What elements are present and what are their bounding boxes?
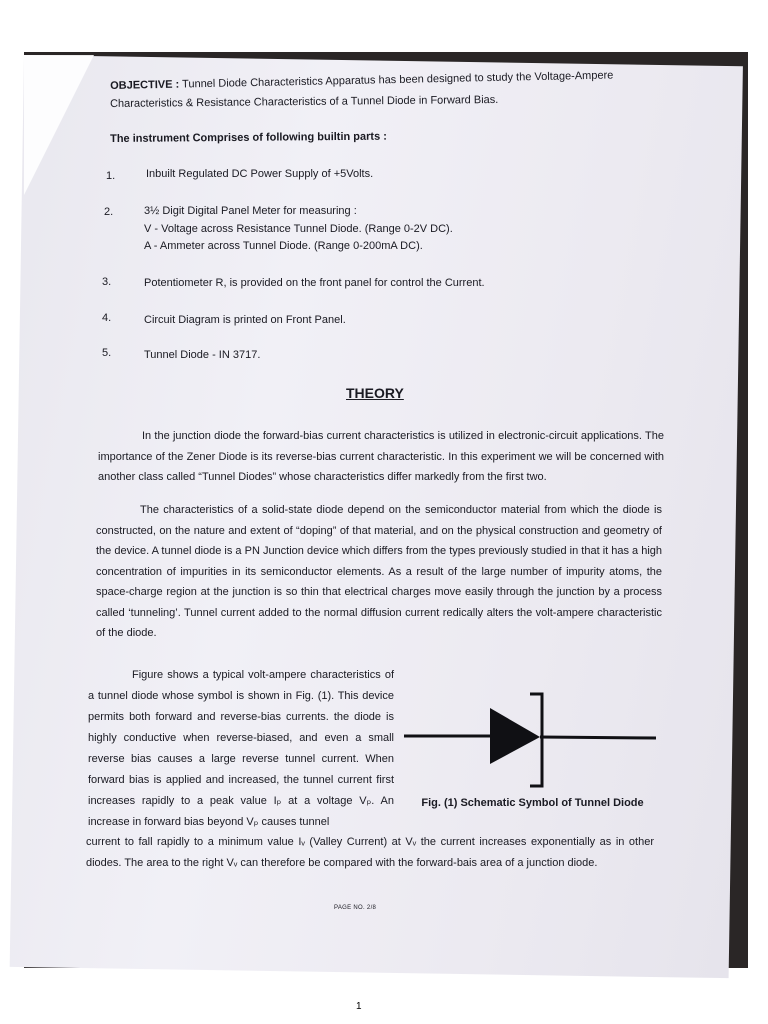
theory-paragraph-3-continued: current to fall rapidly to a minimum value Iᵥ (Valley Current) at Vᵥ the current increases exponentially as in other diodes. The area to the right Vᵥ can therefore be compared with the forward-bais area of a junction diode.	[86, 836, 654, 869]
part-2-line-3: A - Ammeter across Tunnel Diode. (Range 0-200mA DC).	[144, 240, 423, 252]
theory-paragraph-1: In the junction diode the forward-bias current characteristics is utilized in electronic-circuit applications. The importance of the Zener Diode is its reverse-bias current characteristic. In this experiment we will be concerned with another class called “Tunnel Diodes” whose characteristics differ markedly from the first two.	[98, 430, 664, 483]
part-number: 2.	[104, 206, 114, 218]
folded-corner	[24, 55, 94, 195]
tunnel-diode-symbol	[400, 690, 662, 794]
page-label: PAGE NO. 2/8	[334, 905, 377, 911]
part-5-line: Tunnel Diode - IN 3717.	[144, 349, 261, 361]
part-2-line-1: 3½ Digit Digital Panel Meter for measuring :	[144, 205, 357, 217]
part-1-line: Inbuilt Regulated DC Power Supply of +5Volts.	[146, 168, 374, 180]
part-4-line: Circuit Diagram is printed on Front Panel.	[144, 314, 346, 326]
theory-paragraph-3: Figure shows a typical volt-ampere characteristics of a tunnel diode whose symbol is shown in Fig. (1). This device permits both forward and reverse-bias currents. the diode is highly conductive when reverse-biased, and even a small reverse bias causes a large reverse tunnel current. When forward bias is applied and increased, the tunnel current first increases rapidly to a peak value Iₚ at a voltage Vₚ. An increase in forward bias beyond Vₚ causes tunnel	[88, 669, 394, 828]
diode-triangle	[490, 708, 540, 764]
theory-paragraph-2: The characteristics of a solid-state diode depend on the semiconductor material from which the diode is constructed, on the nature and extent of “doping” of that material, and on the physical construction and geometry of the device. A tunnel diode is a PN Junction device which differs from the types previously studied in that it has a high concentration of impurities in its semiconductor elements. As a result of the large number of impurity atoms, the space-charge region at the junction is so thin that electrical charges move easily through the junction by a process called ‘tunneling’. Tunnel current added to the normal diffusion current redically alters the volt-ampere characteristic of the diode.	[96, 504, 663, 639]
objective-text-1: Tunnel Diode Characteristics Apparatus has been designed to study the Voltage-Ampere	[181, 69, 614, 91]
diode-lead-right	[540, 737, 656, 738]
part-3-line: Potentiometer R, is provided on the front panel for control the Current.	[144, 277, 485, 289]
page-number: 1	[356, 1001, 362, 1012]
part-number: 4.	[102, 312, 112, 324]
part-number: 3.	[102, 276, 112, 288]
theory-heading: THEORY	[346, 385, 404, 401]
objective-label: OBJECTIVE :	[110, 78, 180, 92]
figure-caption: Fig. (1) Schematic Symbol of Tunnel Diode	[421, 797, 644, 809]
instrument-heading: The instrument Comprises of following builtin parts :	[110, 130, 387, 145]
part-2-line-2: V - Voltage across Resistance Tunnel Diode. (Range 0-2V DC).	[144, 223, 453, 235]
objective-line-2: Characteristics & Resistance Characteristics of a Tunnel Diode in Forward Bias.	[110, 93, 499, 110]
part-number: 5.	[102, 347, 112, 359]
part-number: 1.	[106, 170, 116, 182]
